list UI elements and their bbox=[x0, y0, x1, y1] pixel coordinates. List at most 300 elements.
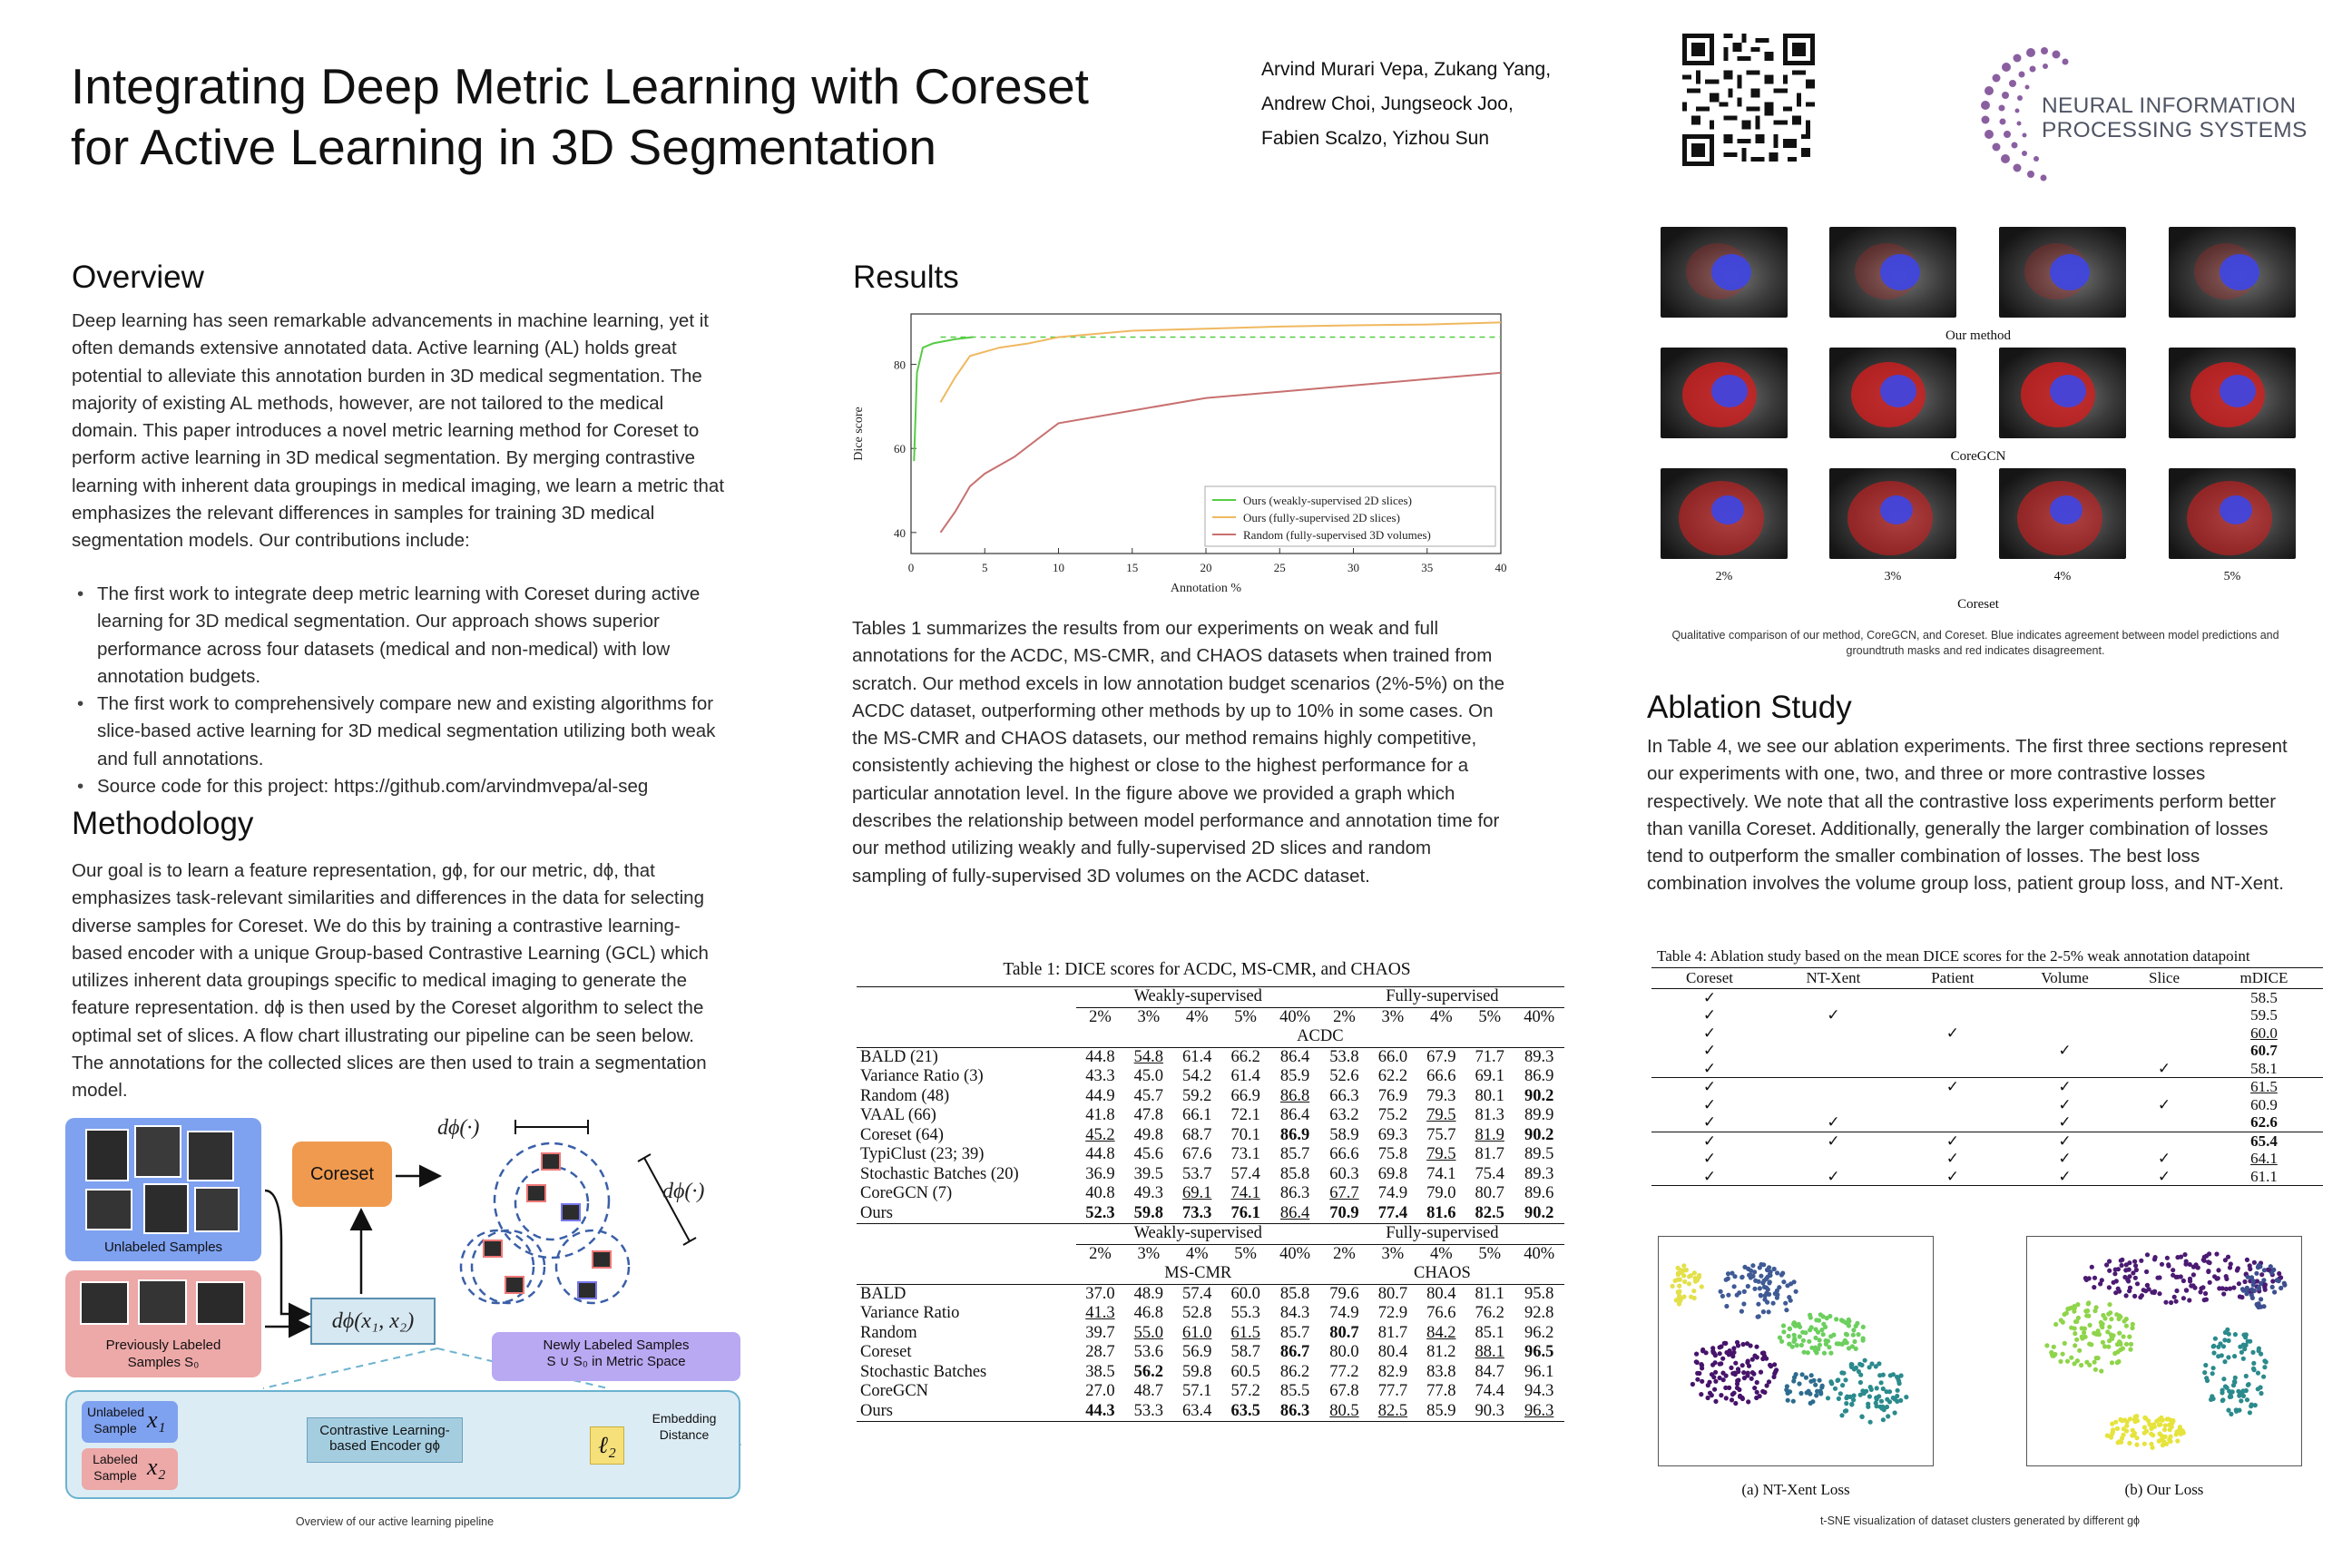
tsne-point bbox=[2113, 1268, 2118, 1272]
tsne-point bbox=[2145, 1252, 2150, 1257]
tsne-point bbox=[1735, 1293, 1740, 1298]
tsne-point bbox=[2226, 1408, 2230, 1413]
dice-cell: 92.8 bbox=[1524, 1304, 1554, 1322]
tsne-point bbox=[1838, 1391, 1843, 1396]
tsne-point bbox=[2251, 1361, 2256, 1366]
percent-header: 4% bbox=[1185, 1007, 1209, 1026]
qualitative-grid bbox=[1651, 225, 2305, 624]
tsne-point bbox=[2139, 1259, 2143, 1263]
tsne-point bbox=[1741, 1370, 1746, 1375]
ablation-check-cell bbox=[1899, 1113, 2006, 1132]
tsne-point bbox=[1707, 1380, 1711, 1385]
tsne-point bbox=[1802, 1350, 1807, 1355]
tsne-point bbox=[2174, 1429, 2179, 1434]
ablation-check-cell bbox=[1768, 1060, 1899, 1078]
dice-cell: 52.6 bbox=[1329, 1067, 1359, 1085]
tsne-point bbox=[2063, 1341, 2067, 1346]
tsne-point bbox=[2171, 1273, 2175, 1278]
tsne-point bbox=[1730, 1351, 1735, 1356]
dice-cell: 80.5 bbox=[1329, 1401, 1359, 1420]
mdice-cell: 65.4 bbox=[2250, 1132, 2278, 1150]
tsne-point bbox=[1675, 1278, 1680, 1282]
tsne-point bbox=[1781, 1323, 1786, 1328]
tsne-point bbox=[2127, 1335, 2132, 1339]
tsne-point bbox=[2115, 1360, 2120, 1365]
labeled-sample-box bbox=[82, 1448, 178, 1490]
tsne-point bbox=[1759, 1262, 1763, 1267]
dice-cell: 41.3 bbox=[1085, 1304, 1115, 1322]
authors bbox=[1261, 53, 1588, 156]
tsne-point bbox=[2157, 1291, 2161, 1296]
tsne-point bbox=[2161, 1436, 2165, 1440]
tsne-point bbox=[2247, 1382, 2251, 1387]
tsne-point bbox=[1786, 1398, 1790, 1403]
tsne-point bbox=[2181, 1279, 2186, 1283]
tsne-point bbox=[1752, 1287, 1757, 1291]
tsne-point bbox=[2245, 1397, 2249, 1402]
qualitative-col-label: 2% bbox=[1715, 570, 1733, 583]
dice-cell: 63.2 bbox=[1329, 1106, 1359, 1124]
tsne-point bbox=[2240, 1287, 2245, 1291]
qualitative-row-label: Coreset bbox=[1957, 597, 1999, 612]
tsne-point bbox=[1808, 1401, 1813, 1406]
dice-cell: 27.0 bbox=[1085, 1382, 1115, 1400]
dice-cell: 67.7 bbox=[1329, 1184, 1359, 1202]
method-name: Ours bbox=[860, 1203, 893, 1222]
tsne-point bbox=[2133, 1276, 2138, 1280]
tsne-point bbox=[1799, 1343, 1804, 1348]
dice-cell: 61.5 bbox=[1230, 1323, 1260, 1342]
tsne-point bbox=[2218, 1341, 2222, 1346]
ablation-check-cell: ✓ bbox=[1702, 1113, 1717, 1131]
tsne-point bbox=[1859, 1363, 1864, 1367]
tsne-point bbox=[2099, 1323, 2103, 1328]
tsne-point bbox=[2222, 1338, 2227, 1342]
x-axis-label: Annotation % bbox=[1170, 582, 1242, 595]
ablation-check-cell: ✓ bbox=[1702, 1078, 1717, 1095]
mdice-cell: 61.5 bbox=[2250, 1078, 2278, 1095]
tsne-point bbox=[2249, 1293, 2254, 1298]
tsne-point bbox=[1772, 1267, 1777, 1271]
ablation-row bbox=[1651, 1150, 2323, 1168]
table-row bbox=[857, 1126, 1564, 1146]
tsne-point bbox=[2090, 1265, 2094, 1269]
contributions-list bbox=[72, 581, 730, 800]
unlabeled-sample-box bbox=[82, 1401, 178, 1443]
dice-cell: 94.3 bbox=[1524, 1382, 1554, 1400]
table-row bbox=[857, 1145, 1564, 1165]
tsne-point bbox=[1821, 1322, 1826, 1327]
tsne-point bbox=[2241, 1394, 2246, 1398]
group-weak: Weakly-supervised bbox=[1076, 987, 1320, 1008]
tsne-point bbox=[1851, 1333, 1856, 1338]
series-line-0 bbox=[914, 338, 973, 462]
table-row bbox=[857, 1304, 1564, 1324]
ablation-check-cell: ✓ bbox=[2058, 1095, 2072, 1113]
tsne-point bbox=[2248, 1410, 2252, 1415]
qualitative-col-label: 4% bbox=[2053, 570, 2072, 583]
ablation-column-header: Volume bbox=[2041, 969, 2089, 986]
ablation-check-cell bbox=[2123, 1042, 2205, 1060]
contribution-item: • The first work to comprehensively compare new and existing algorithms for slice-based active learning for 3D medical segmentation utilizing both weak and full annotations. bbox=[72, 691, 730, 773]
tsne-point bbox=[1687, 1281, 1691, 1286]
tsne-point bbox=[2237, 1281, 2241, 1286]
tsne-point bbox=[2074, 1338, 2079, 1342]
legend-label: Ours (fully-supervised 2D slices) bbox=[1243, 511, 1400, 524]
tsne-point bbox=[2223, 1258, 2228, 1262]
tsne-point bbox=[2058, 1359, 2063, 1364]
ablation-check-cell: ✓ bbox=[1945, 1024, 1959, 1042]
mdice-cell: 60.9 bbox=[2250, 1095, 2278, 1113]
dice-cell: 60.0 bbox=[1230, 1284, 1260, 1303]
dice-cell: 45.2 bbox=[1085, 1125, 1115, 1144]
dice-cell: 79.0 bbox=[1426, 1184, 1456, 1202]
tsne-point bbox=[2181, 1296, 2186, 1300]
results-paragraph: Tables 1 summarizes the results from our experiments on weak and full annotations for the ACDC, MS-CMR, and CHAOS datasets when trained from scratch. Our method excels in low annotation budget scenarios (2%-5%) on the ACDC dataset, outperforming other methods by up to 10% in some cases. On the MS-CMR and CHAOS datasets, our method remains highly competitive, consistently achieving the highest or close to the highest performance for a particular annotation level. In the figure above we provided a graph which describes the relationship between model performance and annotation time for our method utilizing weakly and fully-supervised 2D slices and random sampling of fully-supervised 3D volumes on the ACDC dataset. bbox=[852, 618, 1505, 887]
group-weak: Weakly-supervised bbox=[1076, 1224, 1320, 1245]
tsne-point bbox=[1788, 1327, 1792, 1331]
tsne-point bbox=[2162, 1427, 2167, 1432]
dice-cell: 75.2 bbox=[1377, 1106, 1408, 1124]
dice-cell: 81.2 bbox=[1426, 1343, 1456, 1361]
title-line-2: for Active Learning in 3D Segmentation bbox=[71, 119, 936, 175]
tsne-point bbox=[2121, 1347, 2125, 1351]
tsne-point bbox=[1713, 1399, 1718, 1404]
tsne-point bbox=[2092, 1308, 2097, 1313]
line-chart-svg bbox=[846, 299, 1517, 599]
tsne-point bbox=[2149, 1442, 2153, 1446]
tsne-point bbox=[1881, 1387, 1886, 1391]
tsne-point bbox=[2172, 1295, 2177, 1299]
tsne-point bbox=[2122, 1417, 2127, 1422]
ablation-check-cell: ✓ bbox=[1827, 1132, 1840, 1150]
tsne-point bbox=[2107, 1269, 2112, 1273]
tsne-point bbox=[1692, 1270, 1697, 1275]
tsne-point bbox=[2212, 1274, 2217, 1279]
segmentation-image bbox=[2169, 468, 2296, 559]
tsne-point bbox=[2166, 1264, 2171, 1269]
tsne-point bbox=[2128, 1416, 2132, 1421]
tsne-point bbox=[1706, 1396, 1710, 1400]
method-name: Variance Ratio bbox=[860, 1304, 960, 1322]
tsne-point bbox=[2202, 1255, 2207, 1259]
ablation-column-header: Slice bbox=[2149, 969, 2180, 986]
tsne-b-label: (b) Our Loss bbox=[2124, 1481, 2204, 1498]
tsne-point bbox=[1754, 1345, 1759, 1349]
table-row bbox=[857, 1184, 1564, 1204]
tsne-point bbox=[2191, 1272, 2196, 1277]
tsne-point bbox=[1746, 1284, 1750, 1289]
tsne-point bbox=[1854, 1324, 1858, 1328]
tsne-point bbox=[2115, 1342, 2120, 1347]
tsne-point bbox=[1801, 1338, 1806, 1343]
x-tick-label: 40 bbox=[1494, 561, 1507, 574]
embedding-label-2: Distance bbox=[659, 1427, 710, 1442]
tsne-point bbox=[2093, 1367, 2098, 1372]
tsne-point bbox=[1759, 1274, 1763, 1279]
dice-cell: 95.8 bbox=[1524, 1284, 1554, 1303]
tsne-point bbox=[1682, 1279, 1687, 1284]
tsne-point bbox=[2232, 1379, 2237, 1384]
tsne-point bbox=[2088, 1323, 2092, 1328]
percent-header: 40% bbox=[1279, 1007, 1311, 1026]
tsne-point bbox=[2277, 1271, 2281, 1276]
method-name: CoreGCN (7) bbox=[860, 1184, 953, 1202]
tsne-point bbox=[1746, 1399, 1750, 1404]
method-name: Random bbox=[860, 1323, 917, 1342]
ablation-check-cell: ✓ bbox=[1827, 1167, 1840, 1185]
dice-cell: 72.9 bbox=[1377, 1304, 1408, 1322]
tsne-point bbox=[2065, 1359, 2070, 1364]
dice-cell: 76.9 bbox=[1377, 1086, 1408, 1105]
dice-cell: 57.2 bbox=[1230, 1382, 1260, 1400]
tsne-point bbox=[2131, 1322, 2135, 1327]
tsne-point bbox=[1858, 1393, 1863, 1397]
percent-header-row bbox=[857, 1244, 1564, 1264]
dice-cell: 76.6 bbox=[1426, 1304, 1456, 1322]
tsne-point bbox=[1839, 1318, 1844, 1322]
table-row bbox=[857, 1047, 1564, 1067]
tsne-point bbox=[1733, 1401, 1738, 1406]
tsne-point bbox=[1733, 1361, 1738, 1366]
tsne-point bbox=[2124, 1428, 2129, 1433]
dice-cell: 74.9 bbox=[1377, 1184, 1408, 1202]
tsne-point bbox=[1768, 1272, 1772, 1277]
dice-cell: 39.7 bbox=[1085, 1323, 1115, 1342]
ablation-check-cell bbox=[1899, 1006, 2006, 1024]
unlabeled-samples-label: Unlabeled Samples bbox=[103, 1240, 223, 1255]
dice-cell: 83.8 bbox=[1426, 1362, 1456, 1381]
method-name: BALD (21) bbox=[860, 1047, 938, 1066]
dice-cell: 53.8 bbox=[1329, 1047, 1359, 1066]
dice-cell: 57.4 bbox=[1230, 1164, 1260, 1183]
tsne-point bbox=[2107, 1325, 2112, 1329]
dice-cell: 74.1 bbox=[1230, 1184, 1260, 1202]
tsne-point bbox=[2223, 1384, 2228, 1388]
ablation-check-cell: ✓ bbox=[1945, 1132, 1959, 1150]
dice-cell: 58.9 bbox=[1329, 1125, 1359, 1144]
ablation-row bbox=[1651, 1060, 2323, 1078]
tsne-point bbox=[1718, 1351, 1722, 1356]
percent-header: 4% bbox=[1429, 1244, 1453, 1263]
x-tick-label: 10 bbox=[1053, 561, 1064, 574]
methodology-paragraph: Our goal is to learn a feature representation, gϕ, for our metric, dϕ, that emphasizes task-relevant similarities and differences in the data for selecting diverse samples for Coreset. We do this by training a contrastive learning-based encoder with a unique Group-based Contrastive Learning (GCL) which utilizes inherent data groupings specific to medical imaging to generate the feature representation. dϕ is then used by the Coreset algorithm to select the optimal set of slices. A flow chart illustrating our pipeline can be seen below. The annotations for the collected slices are then used to train a segmentation model. bbox=[72, 860, 709, 1102]
tsne-point bbox=[1839, 1413, 1844, 1417]
tsne-point bbox=[2117, 1439, 2122, 1444]
tsne-point bbox=[1794, 1372, 1798, 1377]
tsne-point bbox=[2239, 1398, 2243, 1403]
method-name: VAAL (66) bbox=[860, 1106, 936, 1124]
tsne-point bbox=[2111, 1333, 2115, 1338]
tsne-point bbox=[2073, 1343, 2077, 1348]
tsne-point bbox=[1843, 1377, 1847, 1382]
tsne-point bbox=[2257, 1347, 2261, 1351]
tsne-point bbox=[2130, 1433, 2134, 1437]
qr-code[interactable] bbox=[1681, 34, 1816, 166]
dice-cell: 81.1 bbox=[1475, 1284, 1504, 1303]
tsne-point bbox=[1792, 1279, 1797, 1284]
tsne-point bbox=[2101, 1313, 2105, 1318]
tsne-point bbox=[2248, 1267, 2252, 1271]
tsne-point bbox=[2211, 1344, 2216, 1348]
dice-cell: 36.9 bbox=[1085, 1164, 1115, 1183]
tsne-point bbox=[2225, 1328, 2230, 1332]
tsne-point bbox=[1784, 1308, 1788, 1312]
tsne-point bbox=[2157, 1439, 2161, 1444]
tsne-point bbox=[1795, 1343, 1799, 1348]
table-row bbox=[857, 1382, 1564, 1402]
tsne-point bbox=[1833, 1387, 1838, 1391]
tsne-point bbox=[1730, 1397, 1734, 1402]
neurips-logo bbox=[1976, 44, 2321, 193]
dice-cell: 85.8 bbox=[1279, 1284, 1310, 1303]
tsne-point bbox=[1831, 1333, 1836, 1338]
percent-header: 3% bbox=[1137, 1244, 1161, 1263]
tsne-point bbox=[1767, 1309, 1771, 1314]
tsne-point bbox=[2114, 1279, 2119, 1283]
dice-cell: 80.7 bbox=[1475, 1184, 1504, 1202]
tsne-point bbox=[1750, 1263, 1755, 1268]
method-name: Coreset bbox=[860, 1343, 912, 1361]
ablation-paragraph: In Table 4, we see our ablation experiments. The first three sections represent our experiments with one, two, and three or more contrastive losses respectively. We note that all the contrastive loss experiments perform better than vanilla Coreset. Additionally, generally the larger combination of losses tend to outperform the smaller combination of losses. The best loss combination involves the volume group loss, patient group loss, and NT-Xent. bbox=[1647, 736, 2288, 895]
tsne-point bbox=[1881, 1417, 1886, 1422]
tsne-point bbox=[2178, 1425, 2182, 1429]
tsne-point bbox=[2220, 1398, 2225, 1403]
tsne-point bbox=[1867, 1394, 1872, 1398]
table-row bbox=[857, 1165, 1564, 1185]
method-name: Stochastic Batches (20) bbox=[860, 1164, 1019, 1183]
tsne-point bbox=[1804, 1376, 1808, 1380]
tsne-point bbox=[1813, 1383, 1818, 1387]
tsne-point bbox=[2206, 1259, 2210, 1264]
dice-cell: 80.1 bbox=[1475, 1086, 1504, 1105]
tsne-point bbox=[1700, 1284, 1704, 1289]
tsne-point bbox=[1813, 1336, 1818, 1340]
tsne-point bbox=[1742, 1289, 1747, 1294]
tsne-point bbox=[2115, 1349, 2120, 1354]
tsne-point bbox=[2086, 1300, 2091, 1305]
tsne-point bbox=[1820, 1384, 1825, 1388]
dice-cell: 69.3 bbox=[1377, 1125, 1408, 1144]
legend-label: Random (fully-supervised 3D volumes) bbox=[1243, 528, 1431, 542]
dice-cell: 86.4 bbox=[1279, 1047, 1310, 1066]
tsne-point bbox=[1843, 1338, 1847, 1343]
tsne-point bbox=[2261, 1375, 2266, 1379]
tsne-point bbox=[2236, 1389, 2240, 1394]
dice-cell: 75.4 bbox=[1475, 1164, 1504, 1183]
pipeline-caption: Overview of our active learning pipeline bbox=[295, 1515, 495, 1528]
y-axis-label: Dice score bbox=[852, 407, 866, 461]
tsne-point bbox=[2179, 1274, 2183, 1279]
tsne-point bbox=[1849, 1402, 1854, 1406]
dice-cell: 66.0 bbox=[1377, 1047, 1408, 1066]
tsne-point bbox=[2119, 1259, 2123, 1263]
tsne-point bbox=[1719, 1393, 1723, 1397]
dice-cell: 67.8 bbox=[1329, 1382, 1359, 1400]
tsne-point bbox=[1783, 1301, 1788, 1306]
dice-cell: 86.7 bbox=[1279, 1343, 1310, 1361]
authors-line-3: Fabien Scalzo, Yizhou Sun bbox=[1261, 128, 1489, 149]
tsne-point bbox=[2135, 1281, 2140, 1286]
tsne-point bbox=[2092, 1285, 2096, 1289]
mdice-cell: 62.6 bbox=[2250, 1113, 2278, 1131]
ablation-check-cell: ✓ bbox=[1827, 1113, 1840, 1131]
tsne-point bbox=[2087, 1342, 2092, 1347]
tsne-point bbox=[1747, 1364, 1751, 1368]
table-row bbox=[857, 1106, 1564, 1126]
dice-cell: 77.8 bbox=[1426, 1382, 1456, 1400]
tsne-point bbox=[1723, 1386, 1728, 1390]
dice-cell: 63.4 bbox=[1182, 1401, 1212, 1420]
tsne-point bbox=[2132, 1259, 2137, 1264]
tsne-point bbox=[1807, 1389, 1811, 1394]
dice-cell: 85.7 bbox=[1279, 1323, 1310, 1342]
ablation-check-cell bbox=[1768, 988, 1899, 1006]
ablation-check-cell bbox=[2006, 988, 2123, 1006]
tsne-point bbox=[1808, 1313, 1812, 1318]
tsne-point bbox=[2179, 1432, 2183, 1436]
y-tick-label: 40 bbox=[894, 525, 906, 540]
tsne-point bbox=[1852, 1339, 1857, 1344]
tsne-point bbox=[1794, 1289, 1798, 1294]
tsne-point bbox=[2221, 1377, 2226, 1381]
ablation-check-cell: ✓ bbox=[2058, 1150, 2072, 1167]
tsne-point bbox=[1713, 1379, 1718, 1384]
tsne-point bbox=[2053, 1322, 2058, 1327]
tsne-point bbox=[1704, 1350, 1709, 1355]
tsne-point bbox=[2216, 1268, 2220, 1272]
dice-cell: 47.8 bbox=[1133, 1106, 1163, 1124]
tsne-point bbox=[1844, 1320, 1848, 1325]
dice-cell: 82.9 bbox=[1377, 1362, 1408, 1381]
segmentation-image bbox=[1999, 468, 2126, 559]
tsne-point bbox=[1844, 1401, 1848, 1406]
method-name: Random (48) bbox=[860, 1086, 950, 1105]
dice-cell: 79.5 bbox=[1426, 1106, 1456, 1124]
tsne-point bbox=[2234, 1407, 2239, 1412]
tsne-point bbox=[2259, 1297, 2263, 1301]
tsne-point bbox=[1740, 1275, 1744, 1279]
ablation-check-cell: ✓ bbox=[1702, 1095, 1717, 1113]
overview-heading: Overview bbox=[72, 260, 204, 295]
dice-cell: 73.3 bbox=[1182, 1203, 1212, 1222]
dice-cell: 56.2 bbox=[1133, 1362, 1163, 1381]
dice-cell: 82.5 bbox=[1475, 1203, 1504, 1222]
tsne-point bbox=[1761, 1309, 1766, 1314]
tsne-point bbox=[1854, 1347, 1858, 1351]
ablation-row bbox=[1651, 1042, 2323, 1060]
dice-cell: 81.7 bbox=[1377, 1323, 1408, 1342]
table-row bbox=[857, 1402, 1564, 1422]
tsne-point bbox=[2171, 1418, 2175, 1423]
contribution-item[interactable]: • Source code for this project: https://github.com/arvindmvepa/al-seg bbox=[72, 773, 730, 800]
tsne-point bbox=[1762, 1390, 1767, 1395]
tsne-point bbox=[2270, 1285, 2275, 1289]
tsne-point bbox=[2205, 1378, 2210, 1383]
tsne-point bbox=[1724, 1374, 1729, 1378]
tsne-point bbox=[1681, 1263, 1686, 1268]
tsne-point bbox=[1849, 1363, 1854, 1367]
tsne-point bbox=[1875, 1386, 1879, 1390]
tsne-point bbox=[2207, 1251, 2211, 1256]
percent-header: 4% bbox=[1429, 1007, 1453, 1026]
tsne-point bbox=[2224, 1277, 2229, 1281]
tsne-point bbox=[2210, 1371, 2215, 1376]
tsne-point bbox=[2082, 1330, 2086, 1335]
tsne-point bbox=[1798, 1325, 1802, 1329]
tsne-point bbox=[2168, 1427, 2172, 1432]
tsne-point bbox=[2144, 1269, 2149, 1274]
